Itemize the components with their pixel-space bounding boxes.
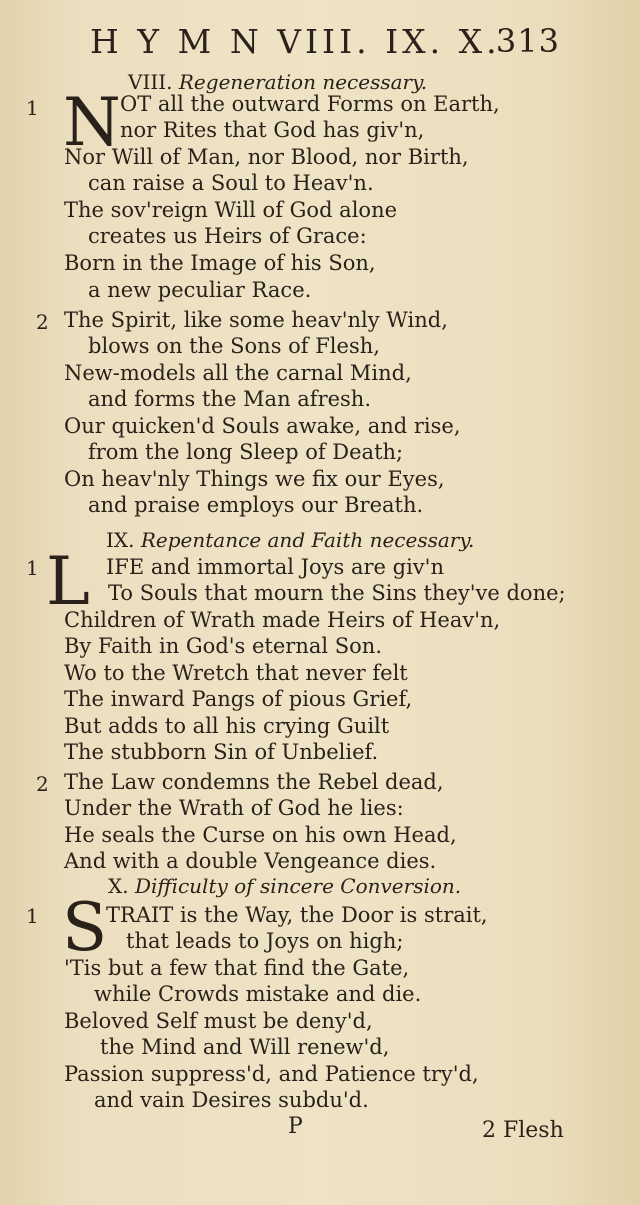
verse-line: nor Rites that God has giv'n, bbox=[120, 118, 425, 142]
verse-line: New-models all the carnal Mind, bbox=[64, 361, 412, 385]
verse-line: while Crowds mistake and die. bbox=[94, 982, 422, 1006]
verse-line: creates us Heirs of Grace: bbox=[88, 224, 367, 248]
drop-cap: S bbox=[62, 889, 108, 966]
verse-number: 1 bbox=[26, 556, 39, 580]
verse-line: The Law condemns the Rebel dead, bbox=[64, 770, 444, 794]
verse-line: But adds to all his crying Guilt bbox=[64, 714, 390, 738]
verse-number: 1 bbox=[26, 904, 39, 928]
page-number: 313 bbox=[495, 22, 560, 60]
verse-line: Born in the Image of his Son, bbox=[64, 251, 376, 275]
verse-line: And with a double Vengeance dies. bbox=[64, 849, 437, 873]
verse-line: Beloved Self must be deny'd, bbox=[64, 1009, 373, 1033]
hymn-8-numeral: VIII. bbox=[128, 70, 173, 94]
verse-line: Nor Will of Man, nor Blood, nor Birth, bbox=[64, 145, 469, 169]
verse-line: TRAIT is the Way, the Door is strait, bbox=[106, 903, 488, 927]
signature-mark: P bbox=[288, 1114, 303, 1139]
verse-line: the Mind and Will renew'd, bbox=[100, 1035, 390, 1059]
verse-line: The stubborn Sin of Unbelief. bbox=[64, 740, 379, 764]
verse-line: The inward Pangs of pious Grief, bbox=[64, 687, 413, 711]
verse-number: 1 bbox=[26, 96, 39, 120]
drop-cap: N bbox=[63, 84, 121, 161]
verse-line: and vain Desires subdu'd. bbox=[94, 1088, 369, 1112]
verse-line: IFE and immortal Joys are giv'n bbox=[106, 555, 444, 579]
drop-cap: L bbox=[46, 543, 90, 620]
verse-line: can raise a Soul to Heav'n. bbox=[88, 171, 374, 195]
hymn-10-numeral: X. bbox=[108, 874, 129, 898]
verse-number: 2 bbox=[36, 310, 49, 334]
hymn-9-heading bbox=[106, 528, 474, 552]
verse-line: The Spirit, like some heav'nly Wind, bbox=[64, 308, 448, 332]
verse-line: Under the Wrath of God he lies: bbox=[64, 796, 404, 820]
verse-line: On heav'nly Things we fix our Eyes, bbox=[64, 467, 445, 491]
hymn-9-numeral: IX. bbox=[106, 528, 135, 552]
running-header bbox=[90, 22, 560, 62]
verse-line: The sov'reign Will of God alone bbox=[64, 198, 398, 222]
verse-line: Our quicken'd Souls awake, and rise, bbox=[64, 414, 461, 438]
verse-line: Passion suppress'd, and Patience try'd, bbox=[64, 1062, 479, 1086]
hymn-10-heading bbox=[108, 874, 461, 898]
verse-line: and forms the Man afresh. bbox=[88, 387, 372, 411]
hymn-10-subtitle: Difficulty of sincere Conversion. bbox=[134, 874, 462, 898]
verse-line: 'Tis but a few that find the Gate, bbox=[64, 956, 410, 980]
verse-line: a new peculiar Race. bbox=[88, 278, 312, 302]
verse-line: and praise employs our Breath. bbox=[88, 493, 424, 517]
verse-line: Wo to the Wretch that never felt bbox=[64, 661, 408, 685]
running-title: H Y M N VIII. IX. X. bbox=[90, 22, 501, 61]
hymn-9-subtitle: Repentance and Faith necessary. bbox=[140, 528, 475, 552]
verse-line: By Faith in God's eternal Son. bbox=[64, 634, 382, 658]
verse-line: that leads to Joys on high; bbox=[126, 929, 404, 953]
verse-line: from the long Sleep of Death; bbox=[88, 440, 404, 464]
verse-line: blows on the Sons of Flesh, bbox=[88, 334, 380, 358]
verse-line: To Souls that mourn the Sins they've done; bbox=[108, 581, 566, 605]
verse-line: Children of Wrath made Heirs of Heav'n, bbox=[64, 608, 501, 632]
catchword: 2 Flesh bbox=[482, 1118, 564, 1143]
verse-line: He seals the Curse on his own Head, bbox=[64, 823, 457, 847]
verse-number: 2 bbox=[36, 772, 49, 796]
hymn-8-subtitle: Regeneration necessary. bbox=[178, 70, 428, 94]
verse-line: OT all the outward Forms on Earth, bbox=[120, 92, 500, 116]
